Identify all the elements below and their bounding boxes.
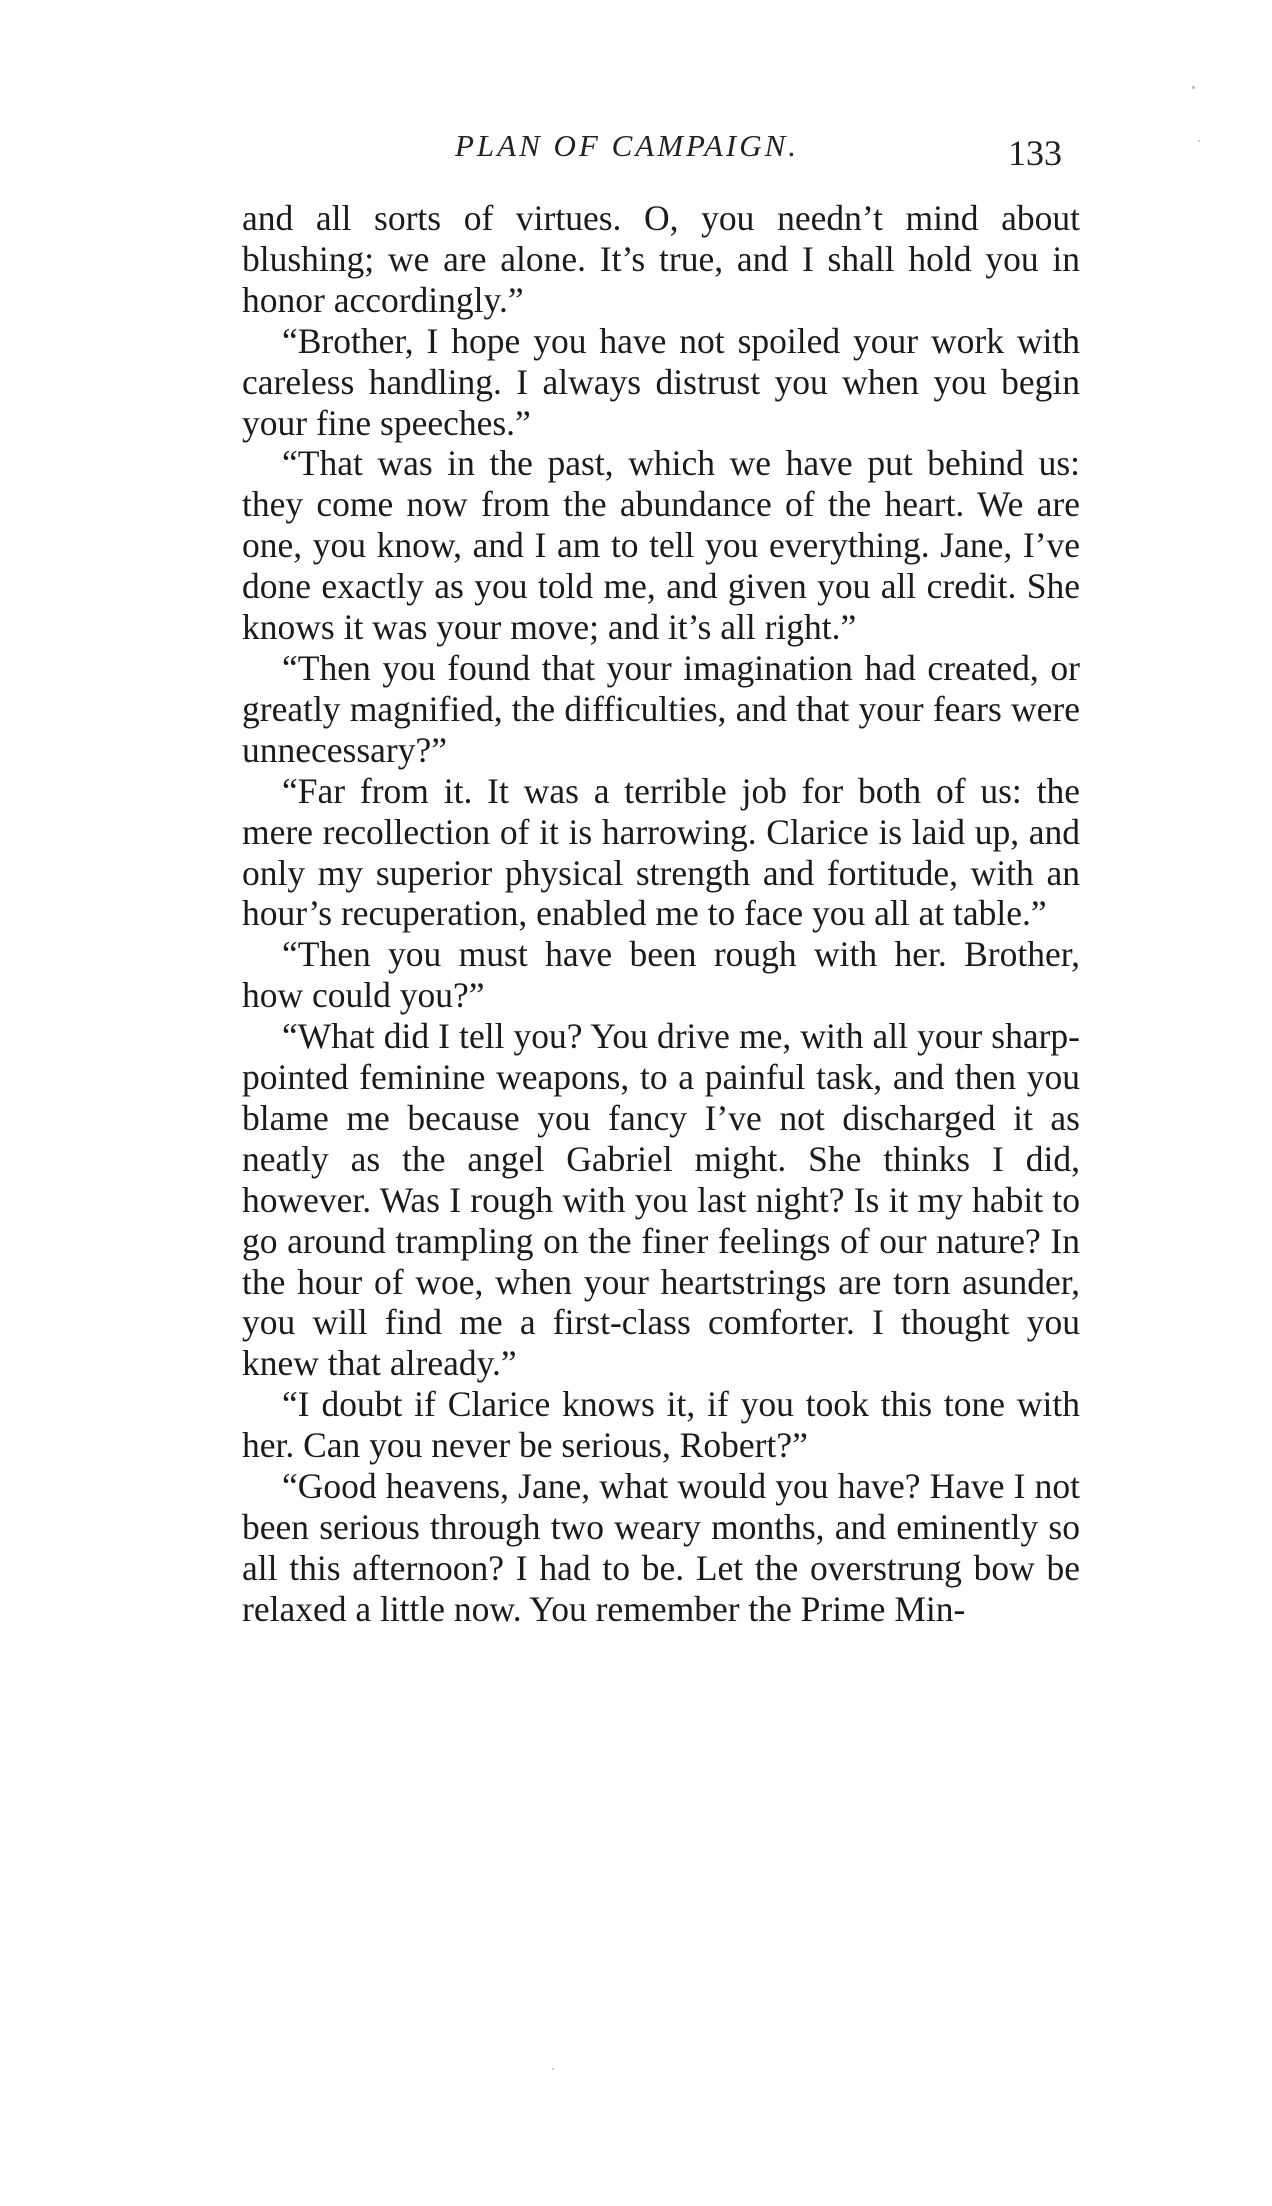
body-text bbox=[242, 198, 1080, 1630]
paragraph-2: “Brother, I hope you have not spoiled your work with careless handling. I always distrust you when you begin your fine speeches.” bbox=[242, 320, 1080, 443]
paper-speck bbox=[1198, 140, 1200, 142]
paper-speck bbox=[552, 2068, 554, 2070]
paragraph-4: “Then you found that your imagination had created, or greatly magnified, the difficulties, and that your fears were unnecessary?” bbox=[242, 647, 1080, 770]
paragraph-6: “Then you must have been rough with her. Brother, how could you?” bbox=[242, 934, 1080, 1016]
paragraph-3: “That was in the past, which we have put behind us: they come now from the abundance of the heart. We are one, you know, and I am to tell you everything. Jane, I’ve done exactly as you told me, and given you all credit. She knows it was your move; and it’s all right.” bbox=[242, 443, 1080, 648]
running-head bbox=[0, 128, 1272, 188]
paper-speck bbox=[1192, 86, 1195, 89]
running-title: PLAN OF CAMPAIGN. bbox=[455, 128, 800, 163]
paragraph-5: “Far from it. It was a terrible job for both of us: the mere recollection of it is harrowing. Clarice is laid up, and only my superior physical strength and fortitude, with an hour’s recuperation, enabled me to face you all at table.” bbox=[242, 770, 1080, 934]
paragraph-9: “Good heavens, Jane, what would you have? Have I not been serious through two weary months, and eminently so all this afternoon? I had to be. Let the overstrung bow be relaxed a little now. You remember the Prime Min- bbox=[242, 1466, 1080, 1629]
paragraph-8: “I doubt if Clarice knows it, if you took this tone with her. Can you never be serious, Robert?” bbox=[242, 1384, 1080, 1466]
paragraph-7: “What did I tell you? You drive me, with all your sharp-pointed feminine weapons, to a painful task, and then you blame me because you fancy I’ve not discharged it as neatly as the angel Gabriel might. She thinks I did, however. Was I rough with you last night? Is it my habit to go around trampling on the finer feelings of our nature? In the hour of woe, when your heartstrings are torn asunder, you will find me a first-class comforter. I thought you knew that already.” bbox=[242, 1016, 1080, 1384]
page-number: 133 bbox=[1008, 133, 1062, 173]
paragraph-1: and all sorts of virtues. O, you needn’t mind about blushing; we are alone. It’s true, and I shall hold you in honor accordingly.” bbox=[242, 198, 1080, 320]
